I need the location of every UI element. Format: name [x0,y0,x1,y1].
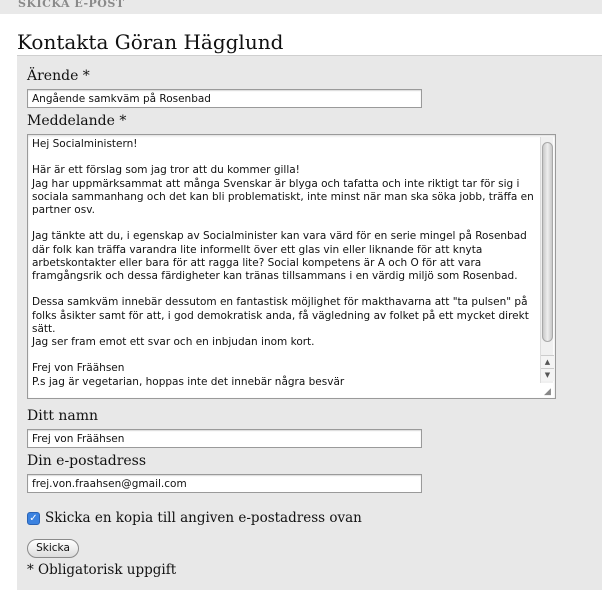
message-line: Här är ett förslag som jag tror att du kommer gilla! [32,164,300,177]
message-line: Jag ser fram emot ett svar och en inbjudan inom kort. [32,336,315,349]
resize-grip-icon[interactable]: ◢ [544,387,551,397]
submit-button[interactable]: Skicka [27,539,79,558]
contact-form [17,55,602,590]
message-line [32,217,535,230]
name-label: Ditt namn [27,408,99,424]
page-title: Kontakta Göran Hägglund [17,30,284,54]
message-textarea[interactable] [27,134,556,399]
message-text [32,138,538,389]
message-line [32,151,535,164]
message-scrollbar[interactable] [540,137,553,383]
section-label: SKICKA E-POST [18,0,125,10]
message-line: Jag tänkte att du, i egenskap av Socialminister kan vara värd för en serie mingel på Rosenbad där folk kan träffa varandra lite informellt över ett glas vin eller liknande för att knyta arbetskontakter eller bara för att ragga lite? Social kompetens är A och O för att vara framgångsrik och dessa färdigheter kan tränas tillsammans i en värdig miljö som Rosenbad. [32,230,531,283]
subject-input[interactable]: Angående samkväm på Rosenbad [27,89,422,108]
header-bar [0,0,602,14]
required-note: * Obligatorisk uppgift [27,562,177,578]
message-line: Jag har uppmärksammat att många Svenskar är blyga och tafatta och inte riktigt tar för sig i sociala sammanhang och det kan bli problematiskt, inte minst när man ska söka jobb, träffa en partner osv. [32,177,538,217]
message-line: Frej von Fräähsen [32,362,125,375]
email-input[interactable]: frej.von.fraahsen@gmail.com [27,474,422,493]
scroll-down-icon[interactable]: ▼ [541,368,554,381]
message-line: P.s jag är vegetarian, hoppas inte det innebär några besvär [32,375,345,388]
message-line: Hej Socialministern! [32,138,138,150]
message-line [32,349,535,362]
scroll-up-icon[interactable]: ▲ [541,355,554,368]
copy-checkbox-label[interactable]: Skicka en kopia till angiven e-postadress ovan [45,510,362,526]
name-input[interactable]: Frej von Fräähsen [27,429,422,448]
subject-label: Ärende * [27,68,90,84]
message-label: Meddelande * [27,113,127,129]
copy-checkbox-row[interactable] [27,509,362,527]
email-label: Din e-postadress [27,453,147,469]
message-line: Dessa samkväm innebär dessutom en fantastisk möjlighet för makthavarna att "ta pulsen" på folks åsikter samt för att, i god demokratisk anda, få vägledning av folket på ett mycket direkt sätt. [32,296,533,335]
copy-checkbox[interactable]: ✓ [27,512,40,525]
scrollbar-thumb[interactable] [542,142,553,342]
message-line [32,283,535,296]
